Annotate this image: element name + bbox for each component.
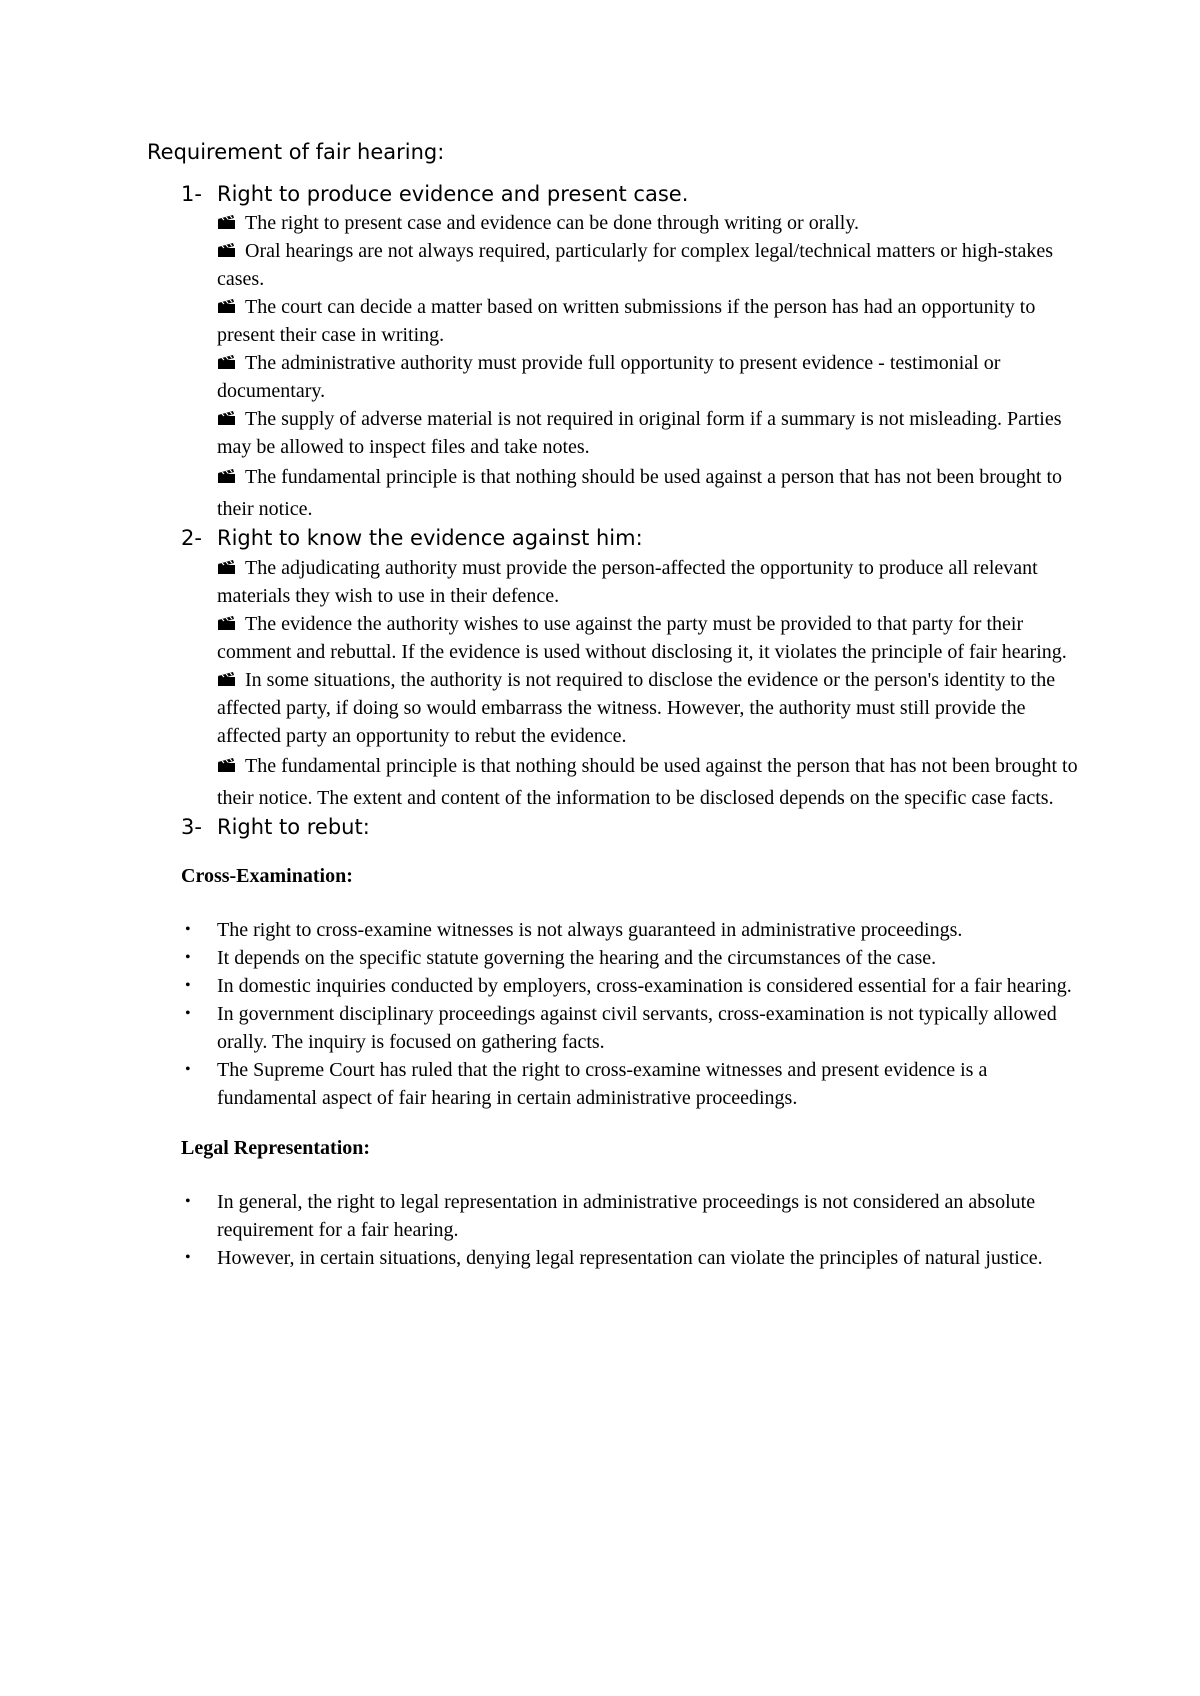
section-number: 1- (181, 182, 202, 207)
point-text: The supply of adverse material is not required in original form if a summary is not misleading. Parties may be allowed to inspect files and take notes. (217, 408, 1062, 459)
bullet-dot: • (185, 1192, 191, 1210)
point-item (217, 554, 1080, 610)
legal-representation-list (181, 1188, 1080, 1272)
clapperboard-icon (217, 242, 237, 258)
list-item-text: In domestic inquiries conducted by employers, cross-examination is considered essential for a fair hearing. (217, 974, 1072, 997)
bullet-dot: • (185, 1060, 191, 1078)
list-item (181, 916, 1080, 944)
section-3 (181, 814, 1080, 840)
point-text: The adjudicating authority must provide the person-affected the opportunity to produce all relevant materials they wish to use in their defence. (217, 556, 1038, 607)
list-item (181, 1056, 1080, 1112)
clapperboard-icon (217, 671, 237, 687)
list-item-text: In general, the right to legal representation in administrative proceedings is not considered an absolute requirement for a fair hearing. (217, 1190, 1036, 1241)
point-text: The right to present case and evidence can be done through writing or orally. (245, 212, 860, 235)
point-item (217, 209, 1080, 237)
point-item (217, 461, 1080, 525)
point-text: The fundamental principle is that nothing should be used against a person that has not been brought to their notice. (217, 466, 1063, 521)
cross-examination-heading: Cross-Examination: (181, 864, 353, 887)
clapperboard-icon (217, 468, 237, 484)
list-item (181, 972, 1080, 1000)
list-item (181, 1244, 1080, 1272)
clapperboard-icon (217, 298, 237, 314)
clapperboard-icon (217, 214, 237, 230)
clapperboard-icon (217, 757, 237, 773)
list-item-text: The right to cross-examine witnesses is not always guaranteed in administrative proceedings. (217, 918, 963, 941)
point-text: The fundamental principle is that nothing should be used against the person that has not been brought to their notice. The extent and content of the information to be disclosed depends on the specific case facts. (217, 754, 1078, 809)
point-text: The court can decide a matter based on written submissions if the person has had an opportunity to present their case in writing. (217, 296, 1036, 347)
section-heading (181, 814, 1080, 840)
point-item (217, 610, 1080, 666)
point-item (217, 405, 1080, 461)
point-item (217, 293, 1080, 349)
section-title: Right to produce evidence and present case. (217, 182, 689, 207)
section-heading (181, 181, 1080, 207)
section-number: 2- (181, 526, 202, 551)
clapperboard-icon (217, 354, 237, 370)
section-title: Right to rebut: (217, 814, 370, 839)
point-list (217, 209, 1080, 525)
point-text: Oral hearings are not always required, particularly for complex legal/technical matters or high-stakes cases. (217, 240, 1054, 291)
list-item (181, 1188, 1080, 1244)
list-item-text: In government disciplinary proceedings against civil servants, cross-examination is not typically allowed orally. The inquiry is focused on gathering facts. (217, 1002, 1057, 1053)
list-item (181, 944, 1080, 972)
clapperboard-icon (217, 410, 237, 426)
point-item (217, 750, 1080, 814)
section-2 (181, 525, 1080, 813)
bullet-dot: • (185, 1004, 191, 1022)
section-heading (181, 525, 1080, 551)
point-list (217, 554, 1080, 814)
bullet-dot: • (185, 920, 191, 938)
point-text: The administrative authority must provide full opportunity to present evidence - testimonial or documentary. (217, 352, 1001, 403)
list-item-text: The Supreme Court has ruled that the right to cross-examine witnesses and present evidence is a fundamental aspect of fair hearing in certain administrative proceedings. (217, 1058, 988, 1109)
list-item-text: However, in certain situations, denying legal representation can violate the principles of natural justice. (217, 1246, 1043, 1269)
clapperboard-icon (217, 559, 237, 575)
point-item (217, 666, 1080, 750)
cross-examination-list (181, 916, 1080, 1112)
bullet-dot: • (185, 948, 191, 966)
bullet-dot: • (185, 1248, 191, 1266)
clapperboard-icon (217, 615, 237, 631)
point-text: In some situations, the authority is not required to disclose the evidence or the person's identity to the affected party, if doing so would embarrass the witness. However, the authority must still provide the affected party an opportunity to rebut the evidence. (217, 668, 1056, 747)
list-item (181, 1000, 1080, 1056)
point-item (217, 237, 1080, 293)
page-title: Requirement of fair hearing: (147, 140, 445, 164)
legal-representation-heading: Legal Representation: (181, 1136, 371, 1159)
point-text: The evidence the authority wishes to use against the party must be provided to that party for their comment and rebuttal. If the evidence is used without disclosing it, it violates the principle of fair hearing. (217, 612, 1067, 663)
bullet-dot: • (185, 976, 191, 994)
section-title: Right to know the evidence against him: (217, 526, 643, 551)
section-1 (181, 181, 1080, 525)
list-item-text: It depends on the specific statute governing the hearing and the circumstances of the case. (217, 946, 937, 969)
section-number: 3- (181, 814, 202, 839)
point-item (217, 349, 1080, 405)
